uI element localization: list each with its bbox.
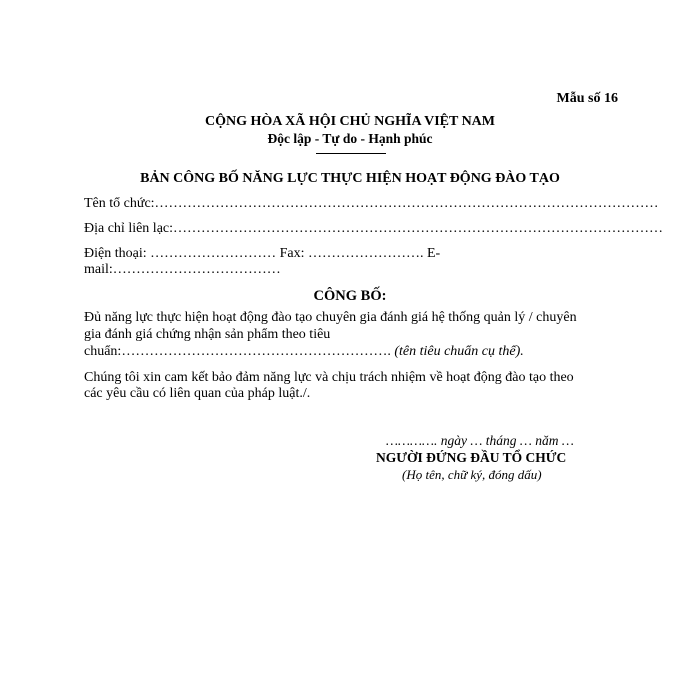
organization-field: Tên tổ chức:………………………………………………………………………………………………	[84, 196, 659, 211]
address-field: Địa chỉ liên lạc:……………………………………………………………………………………………	[84, 221, 664, 236]
declaration-line-2: gia đánh giá chứng nhận sản phẩm theo tiêu	[84, 327, 331, 342]
declaration-line-1: Đủ năng lực thực hiện hoạt động đào tạo chuyên gia đánh giá hệ thống quản lý / chuyên	[84, 310, 577, 325]
form-number: Mẫu số 16	[556, 91, 618, 106]
signature-date: …………. ngày … tháng … năm …	[386, 433, 574, 448]
national-title: CỘNG HÒA XÃ HỘI CHỦ NGHĨA VIỆT NAM	[204, 114, 495, 129]
declaration-line-3	[84, 344, 524, 360]
signature-note: (Họ tên, chữ ký, đóng dấu)	[402, 467, 542, 482]
signer-title: NGƯỜI ĐỨNG ĐẦU TỔ CHỨC	[376, 450, 567, 465]
section-title: CÔNG BỐ:	[313, 288, 387, 304]
commitment-line-2: các yêu cầu có liên quan của pháp luật./.	[84, 386, 311, 401]
commitment-line-1: Chúng tôi xin cam kết bảo đảm năng lực và chịu trách nhiệm về hoạt động đào tạo theo	[84, 370, 574, 385]
header-divider	[316, 153, 386, 154]
phone-fax-field: Điện thoại: ……………………… Fax: ……………………. E-	[84, 246, 441, 261]
email-field: mail:………………………………	[84, 262, 281, 277]
document-title: BẢN CÔNG BỐ NĂNG LỰC THỰC HIỆN HOẠT ĐỘNG ĐÀO TẠO	[140, 171, 560, 186]
standard-note: (tên tiêu chuẩn cụ thể).	[394, 344, 524, 359]
standard-field: chuẩn:………………………………………………….	[84, 344, 391, 359]
national-motto: Độc lập - Tự do - Hạnh phúc	[267, 131, 433, 146]
